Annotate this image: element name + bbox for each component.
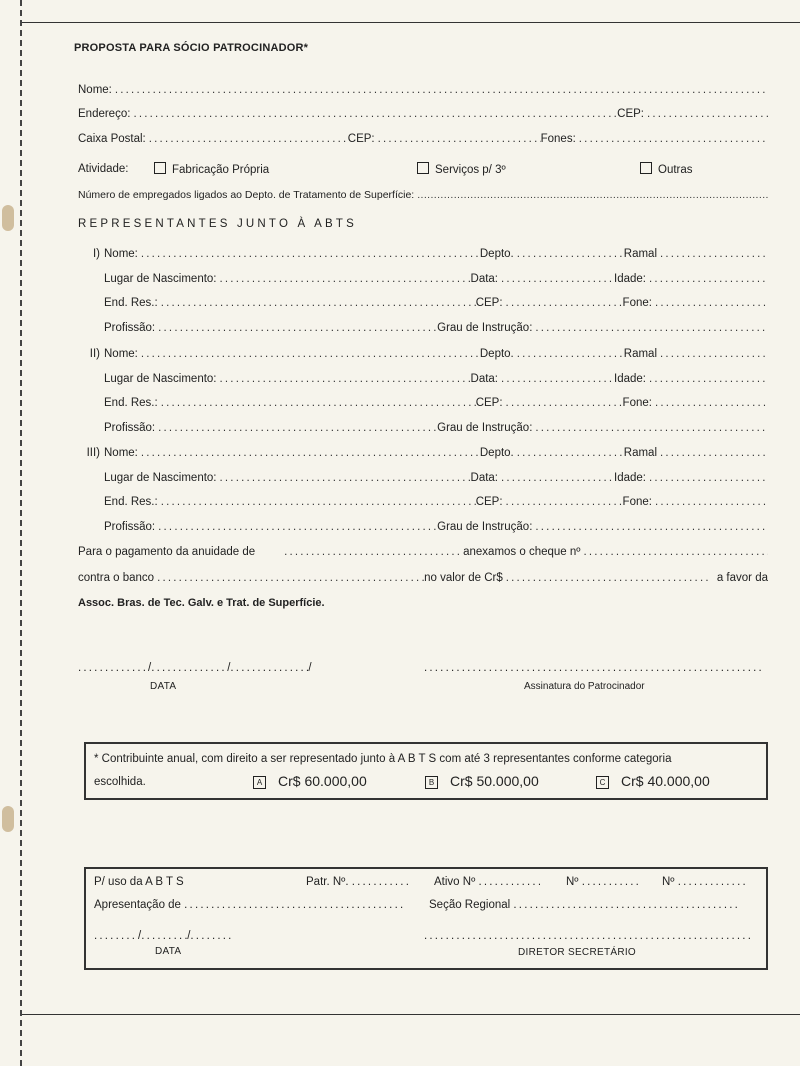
rep-end-label: End. Res.: xyxy=(104,496,158,508)
rep-data-label: Data: xyxy=(470,273,499,285)
outras-label: Outras xyxy=(658,164,693,176)
servicos-option[interactable] xyxy=(417,162,506,176)
perforation-line xyxy=(20,0,22,1066)
rep-nome-field[interactable] xyxy=(138,447,480,459)
office-date-field[interactable]: ...../..... /..... xyxy=(94,930,234,942)
secao-field[interactable] xyxy=(429,899,741,911)
rep-profissao-field[interactable] xyxy=(155,322,437,334)
rep-fone-label: Fone: xyxy=(622,397,652,409)
num-empregados-row[interactable] xyxy=(78,189,768,201)
apresentacao-field[interactable] xyxy=(94,899,406,911)
rep-nome-label: Nome: xyxy=(104,348,138,360)
rep-profissao-label: Profissão: xyxy=(104,521,156,533)
rep-nome-field[interactable] xyxy=(138,348,480,360)
rep-nome-label: Nome: xyxy=(104,447,138,459)
cheque-field[interactable] xyxy=(581,546,769,558)
nome-label: Nome: xyxy=(78,84,112,96)
rep-lugar-label: Lugar de Nascimento: xyxy=(104,472,217,484)
num-empregados-label: Número de empregados ligados ao Depto. de Tratamento de Superfície: xyxy=(78,189,415,201)
option-c-box[interactable]: C xyxy=(596,776,609,789)
rep-lugar-label: Lugar de Nascimento: xyxy=(104,373,217,385)
office-date-label: DATA xyxy=(155,946,182,957)
ativo-label: Ativo Nº xyxy=(434,876,476,888)
rep-cep-field[interactable] xyxy=(503,496,623,508)
rep-nome-label: Nome: xyxy=(104,248,138,260)
nome-field[interactable] xyxy=(112,84,768,96)
rep-fone-label: Fone: xyxy=(622,496,652,508)
rep-grau-field[interactable] xyxy=(532,322,768,334)
rep-data-label: Data: xyxy=(470,472,499,484)
rep-data-field[interactable] xyxy=(498,273,614,285)
binder-hole-bottom xyxy=(2,806,14,832)
option-b-price: Cr$ 50.000,00 xyxy=(450,773,539,789)
rep-ramal-field[interactable] xyxy=(657,248,768,260)
rep-cep-label: CEP: xyxy=(475,397,503,409)
cep-field[interactable] xyxy=(375,133,541,145)
rep-idade-field[interactable] xyxy=(646,472,768,484)
option-a-price: Cr$ 60.000,00 xyxy=(278,773,367,789)
fabricacao-label: Fabricação Própria xyxy=(172,164,270,176)
category-note-text: * Contribuinte anual, com direito a ser representado junto à A B T S com até 3 representantes conforme categoria xyxy=(94,753,672,765)
category-option-c[interactable] xyxy=(596,773,710,789)
n1-field[interactable] xyxy=(566,876,642,888)
rep-end-field[interactable] xyxy=(158,297,476,309)
rep-cep-field[interactable] xyxy=(503,397,623,409)
rep-lugar-field[interactable] xyxy=(217,273,471,285)
rep-profissao-row[interactable] xyxy=(104,422,768,434)
rep-profissao-label: Profissão: xyxy=(104,422,156,434)
nome-row[interactable] xyxy=(78,84,768,96)
n1-label: Nº xyxy=(566,876,579,888)
rep-depto-label: Depto. xyxy=(479,447,514,459)
representatives-heading: REPRESENTANTES JUNTO À ABTS xyxy=(78,218,357,230)
anuidade-field[interactable] xyxy=(281,546,463,558)
signature-label: Assinatura do Patrocinador xyxy=(524,681,645,692)
rep-cep-label: CEP: xyxy=(475,297,503,309)
n2-label: Nº xyxy=(662,876,675,888)
valor-field[interactable] xyxy=(503,572,709,584)
option-b-box[interactable]: B xyxy=(425,776,438,789)
outras-checkbox[interactable] xyxy=(640,162,652,174)
caixa-postal-row[interactable] xyxy=(78,133,768,145)
cheque-label: anexamos o cheque nº xyxy=(463,546,581,558)
rep-depto-field[interactable] xyxy=(514,248,624,260)
rep-ramal-label: Ramal xyxy=(623,248,657,260)
cep-field[interactable] xyxy=(644,108,768,120)
rep-cep-field[interactable] xyxy=(503,297,623,309)
representative-number: III) xyxy=(86,447,100,459)
rep-ramal-label: Ramal xyxy=(623,348,657,360)
rep-idade-label: Idade: xyxy=(614,472,646,484)
rep-end-field[interactable] xyxy=(158,496,476,508)
endereco-row[interactable] xyxy=(78,108,768,120)
rep-fone-label: Fone: xyxy=(622,297,652,309)
rep-end-row[interactable] xyxy=(104,297,768,309)
rep-lugar-label: Lugar de Nascimento: xyxy=(104,273,217,285)
num-empregados-field[interactable] xyxy=(414,189,768,201)
rep-profissao-field[interactable] xyxy=(155,521,437,533)
option-a-box[interactable]: A xyxy=(253,776,266,789)
rep-grau-label: Grau de Instrução: xyxy=(437,422,533,434)
director-label: DIRETOR SECRETÁRIO xyxy=(518,947,637,958)
fones-field[interactable] xyxy=(576,133,768,145)
rep-idade-field[interactable] xyxy=(646,373,768,385)
rep-fone-field[interactable] xyxy=(652,397,768,409)
category-note-text-2: escolhida. xyxy=(94,776,146,788)
rep-profissao-row[interactable] xyxy=(104,322,768,334)
rep-lugar-field[interactable] xyxy=(217,373,471,385)
rep-end-label: End. Res.: xyxy=(104,297,158,309)
rep-depto-field[interactable] xyxy=(514,447,624,459)
rep-profissao-field[interactable] xyxy=(155,422,437,434)
top-rule xyxy=(22,22,800,23)
rep-end-row[interactable] xyxy=(104,397,768,409)
endereco-label: Endereço: xyxy=(78,108,131,120)
caixa-postal-label: Caixa Postal: xyxy=(78,133,146,145)
cep-label: CEP: xyxy=(347,133,375,145)
patr-field[interactable] xyxy=(306,876,412,888)
signature-date-field[interactable]: ...../..... /..... / xyxy=(78,662,312,674)
banco-field[interactable] xyxy=(154,572,424,584)
rep-ramal-field[interactable] xyxy=(657,348,768,360)
rep-fone-field[interactable] xyxy=(652,496,768,508)
rep-cep-label: CEP: xyxy=(475,496,503,508)
valor-label: no valor de Cr$ xyxy=(424,572,503,584)
rep-data-field[interactable] xyxy=(498,472,614,484)
rep-idade-label: Idade: xyxy=(614,273,646,285)
servicos-label: Serviços p/ 3º xyxy=(435,164,506,176)
rep-nome-row[interactable] xyxy=(104,248,768,260)
rep-end-row[interactable] xyxy=(104,496,768,508)
atividade-label: Atividade: xyxy=(78,163,129,175)
rep-nome-field[interactable] xyxy=(138,248,480,260)
rep-nome-row[interactable] xyxy=(104,447,768,459)
rep-end-label: End. Res.: xyxy=(104,397,158,409)
rep-profissao-label: Profissão: xyxy=(104,322,156,334)
rep-data-field[interactable] xyxy=(498,373,614,385)
fones-label: Fones: xyxy=(540,133,576,145)
representative-number: II) xyxy=(89,348,100,360)
fabricacao-option[interactable] xyxy=(154,162,269,176)
payment-row-1[interactable] xyxy=(78,546,768,558)
secao-label: Seção Regional xyxy=(429,899,511,911)
fabricacao-checkbox[interactable] xyxy=(154,162,166,174)
rep-grau-field[interactable] xyxy=(532,422,768,434)
rep-end-field[interactable] xyxy=(158,397,476,409)
patr-label: Patr. Nº. xyxy=(306,876,349,888)
rep-data-label: Data: xyxy=(470,373,499,385)
payment-anuidade-label: Para o pagamento da anuidade de xyxy=(78,546,256,558)
assoc-name: Assoc. Bras. de Tec. Galv. e Trat. de Superfície. xyxy=(78,597,325,609)
payment-row-2[interactable] xyxy=(78,572,768,584)
category-note-box xyxy=(84,742,768,800)
rep-depto-label: Depto. xyxy=(479,248,514,260)
apresentacao-label: Apresentação de xyxy=(94,899,181,911)
n2-field[interactable] xyxy=(662,876,746,888)
rep-lugar-field[interactable] xyxy=(217,472,471,484)
endereco-field[interactable] xyxy=(130,108,617,120)
rep-ramal-label: Ramal xyxy=(623,447,657,459)
rep-nome-row[interactable] xyxy=(104,348,768,360)
ativo-field[interactable] xyxy=(434,876,540,888)
banco-label: contra o banco xyxy=(78,572,155,584)
rep-grau-label: Grau de Instrução: xyxy=(437,322,533,334)
rep-depto-field[interactable] xyxy=(514,348,624,360)
representative-number: I) xyxy=(92,248,100,260)
option-c-price: Cr$ 40.000,00 xyxy=(621,773,710,789)
rep-lugar-row[interactable] xyxy=(104,273,768,285)
rep-idade-field[interactable] xyxy=(646,273,768,285)
rep-depto-label: Depto. xyxy=(479,348,514,360)
office-use-label: P/ uso da A B T S xyxy=(94,876,184,888)
rep-fone-field[interactable] xyxy=(652,297,768,309)
form-title: PROPOSTA PARA SÓCIO PATROCINADOR* xyxy=(74,42,309,54)
rep-grau-label: Grau de Instrução: xyxy=(437,521,533,533)
director-signature-line[interactable] xyxy=(424,930,752,942)
rep-grau-field[interactable] xyxy=(532,521,768,533)
binder-hole-top xyxy=(2,205,14,231)
rep-lugar-row[interactable] xyxy=(104,472,768,484)
category-option-b[interactable] xyxy=(425,773,539,789)
rep-lugar-row[interactable] xyxy=(104,373,768,385)
rep-ramal-field[interactable] xyxy=(657,447,768,459)
cep-label: CEP: xyxy=(617,108,644,120)
signature-line[interactable] xyxy=(424,662,764,674)
rep-idade-label: Idade: xyxy=(614,373,646,385)
rep-profissao-row[interactable] xyxy=(104,521,768,533)
caixa-postal-field[interactable] xyxy=(146,133,348,145)
servicos-checkbox[interactable] xyxy=(417,162,429,174)
outras-option[interactable] xyxy=(640,162,693,176)
bottom-rule xyxy=(22,1014,800,1015)
favor-label: a favor da xyxy=(716,572,768,584)
category-option-a[interactable] xyxy=(253,773,367,789)
signature-date-label: DATA xyxy=(150,681,177,692)
